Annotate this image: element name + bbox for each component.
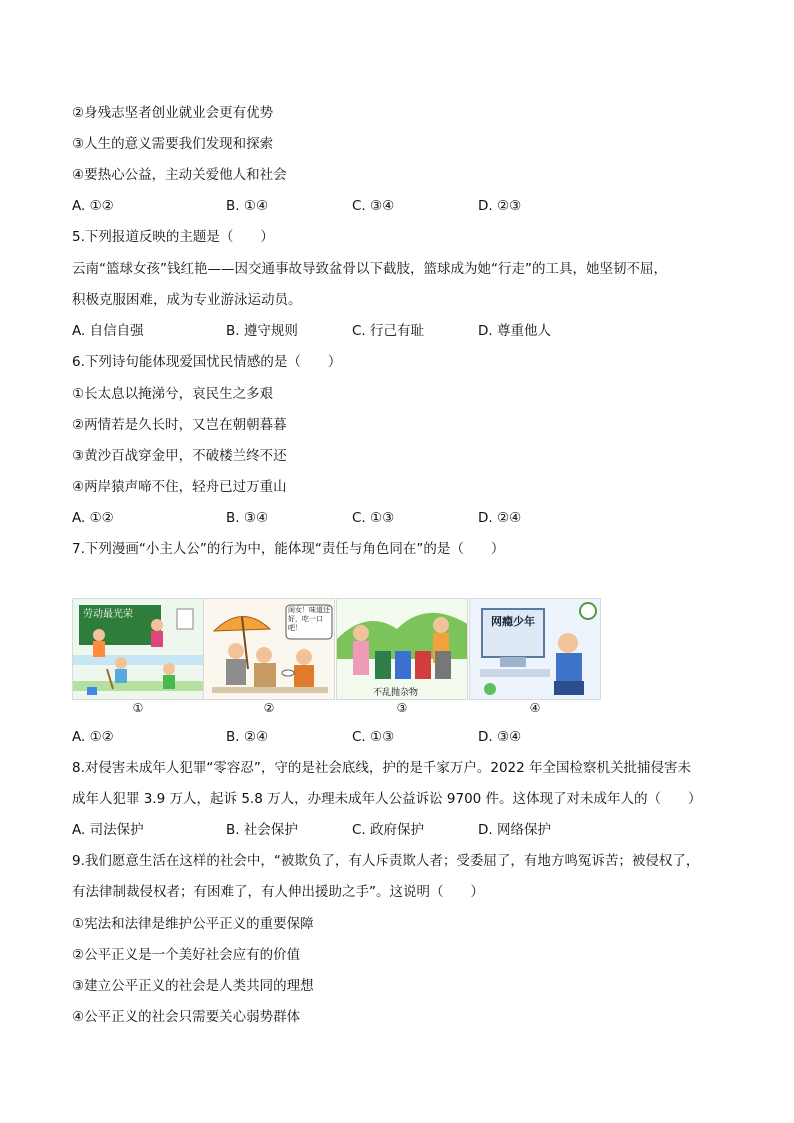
- statement-4: ④要热心公益，主动关爱他人和社会: [72, 167, 287, 183]
- q8-option-c[interactable]: C. 政府保护: [352, 822, 425, 838]
- comic-4-screen-text: 网瘾少年: [491, 615, 535, 628]
- comic-1-banner: 劳动最光荣: [83, 609, 133, 620]
- comic-1-labor: [72, 598, 204, 700]
- q5-option-a[interactable]: A. 自信自强: [72, 323, 144, 339]
- q6-stem: 6.下列诗句能体现爱国忧民情感的是（ ）: [72, 354, 342, 370]
- q7-option-b[interactable]: B. ②④: [226, 729, 269, 745]
- q4-option-c[interactable]: C. ③④: [352, 198, 395, 214]
- comic-4-internet-addiction: [469, 598, 601, 700]
- q8-stem-1: 8.对侵害未成年人犯罪“零容忍”，守的是社会底线，护的是千家万户。2022 年全国检察机关批捕侵害未: [72, 760, 692, 776]
- q6-option-b[interactable]: B. ③④: [226, 510, 269, 526]
- q5-material-1: 云南“篮球女孩”钱红艳——因交通事故导致盆骨以下截肢，篮球成为她“行走”的工具，她坚韧不屈，: [72, 261, 667, 277]
- q9-item-4: ④公平正义的社会只需要关心弱势群体: [72, 1009, 301, 1025]
- q6-item-4: ④两岸猿声啼不住，轻舟已过万重山: [72, 479, 287, 495]
- q4-option-b[interactable]: B. ①④: [226, 198, 269, 214]
- q4-option-a[interactable]: A. ①②: [72, 198, 114, 214]
- comic-2-bubble: 闺女！味道还好，吃一口吧！: [288, 606, 330, 632]
- q6-option-a[interactable]: A. ①②: [72, 510, 114, 526]
- q9-stem-1: 9.我们愿意生活在这样的社会中，“被欺负了，有人斥责欺人者；受委屈了，有地方鸣冤诉苦；被侵权了，: [72, 853, 700, 869]
- q5-option-b[interactable]: B. 遵守规则: [226, 323, 298, 339]
- q5-material-2: 积极克服困难，成为专业游泳运动员。: [72, 292, 302, 308]
- q7-option-a[interactable]: A. ①②: [72, 729, 114, 745]
- q4-option-d[interactable]: D. ②③: [478, 198, 522, 214]
- q9-item-3: ③建立公平正义的社会是人类共同的理想: [72, 978, 314, 994]
- comic-3-litter: [336, 598, 468, 700]
- q9-item-2: ②公平正义是一个美好社会应有的价值: [72, 947, 301, 963]
- comic-3-sign: 不乱抛杂物: [373, 688, 419, 698]
- statement-2: ②身残志坚者创业就业会更有优势: [72, 105, 274, 121]
- q6-item-2: ②两情若是久长时，又岂在朝朝暮暮: [72, 417, 287, 433]
- q6-option-c[interactable]: C. ①③: [352, 510, 395, 526]
- q7-stem: 7.下列漫画“小主人公”的行为中，能体现“责任与角色同在”的是（ ）: [72, 541, 505, 557]
- comic-3-caption: ③: [396, 701, 408, 715]
- q9-item-1: ①宪法和法律是维护公平正义的重要保障: [72, 916, 314, 932]
- comic-2-elder-care: [203, 598, 335, 700]
- q5-option-d[interactable]: D. 尊重他人: [478, 323, 551, 339]
- q6-item-1: ①长太息以掩涕兮，哀民生之多艰: [72, 386, 274, 402]
- q7-option-c[interactable]: C. ①③: [352, 729, 395, 745]
- q8-option-b[interactable]: B. 社会保护: [226, 822, 298, 838]
- comic-4-caption: ④: [529, 701, 541, 715]
- q6-option-d[interactable]: D. ②④: [478, 510, 522, 526]
- q8-stem-2: 成年人犯罪 3.9 万人，起诉 5.8 万人，办理未成年人公益诉讼 9700 件。这体现了对未成年人的（ ）: [72, 791, 702, 807]
- comic-2-caption: ②: [263, 701, 275, 715]
- q8-option-d[interactable]: D. 网络保护: [478, 822, 551, 838]
- q7-option-d[interactable]: D. ③④: [478, 729, 522, 745]
- q8-option-a[interactable]: A. 司法保护: [72, 822, 144, 838]
- q9-stem-2: 有法律制裁侵权者；有困难了，有人伸出援助之手”。这说明（ ）: [72, 884, 484, 900]
- q5-stem: 5.下列报道反映的主题是（ ）: [72, 229, 274, 245]
- comic-1-caption: ①: [132, 701, 144, 715]
- statement-3: ③人生的意义需要我们发现和探索: [72, 136, 274, 152]
- q5-option-c[interactable]: C. 行己有耻: [352, 323, 425, 339]
- q6-item-3: ③黄沙百战穿金甲，不破楼兰终不还: [72, 448, 287, 464]
